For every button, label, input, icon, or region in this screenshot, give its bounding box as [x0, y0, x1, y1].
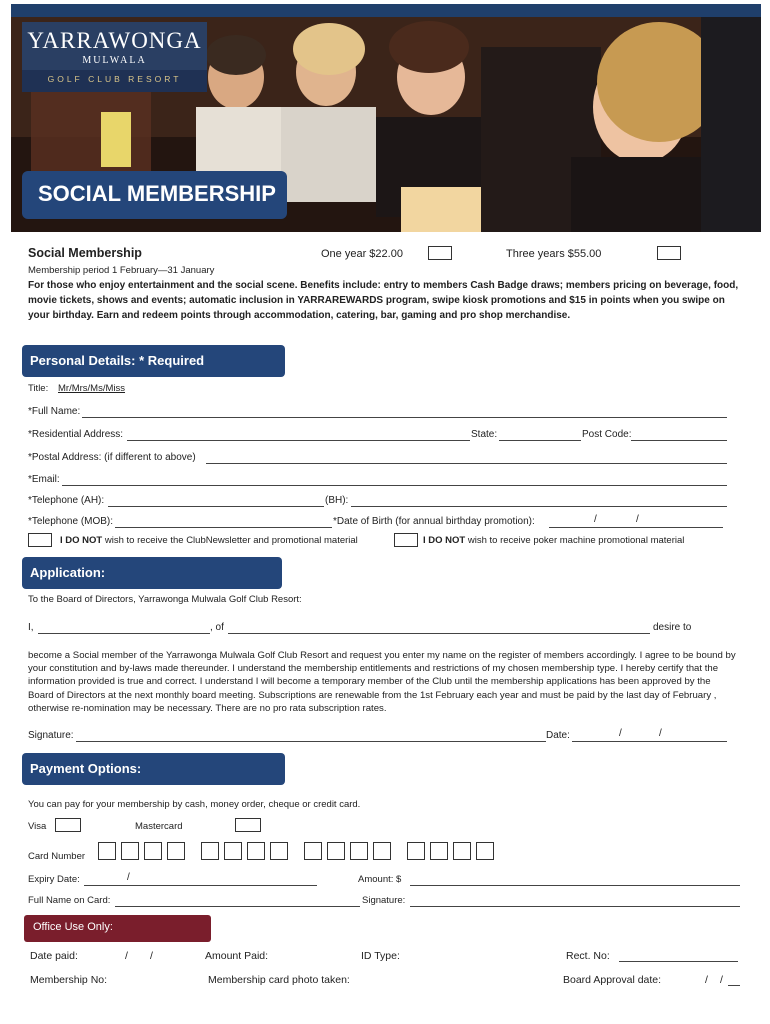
personal-details-heading: Personal Details: * Required: [22, 345, 285, 377]
card-digit-12[interactable]: [373, 842, 391, 860]
card-digit-10[interactable]: [327, 842, 345, 860]
email-label: *Email:: [28, 474, 60, 485]
newsletter-opt-out-checkbox[interactable]: [28, 533, 52, 547]
title-label: Title:: [28, 383, 49, 394]
residential-address-field[interactable]: [127, 440, 470, 441]
rect-no-field[interactable]: [619, 961, 738, 962]
dob-label: *Date of Birth (for annual birthday promotion):: [333, 516, 535, 527]
full-name-card-field[interactable]: [115, 906, 360, 907]
application-heading: Application:: [22, 557, 282, 589]
date-paid-slash-1: /: [125, 950, 128, 962]
photo-taken-label: Membership card photo taken:: [208, 974, 350, 986]
membership-no-label: Membership No:: [30, 974, 108, 986]
telephone-mob-field[interactable]: [115, 527, 332, 528]
rect-no-label: Rect. No:: [566, 950, 610, 962]
mastercard-label: Mastercard: [135, 821, 183, 832]
card-digit-5[interactable]: [201, 842, 219, 860]
card-digit-11[interactable]: [350, 842, 368, 860]
postal-address-field[interactable]: [206, 463, 727, 464]
card-digit-2[interactable]: [121, 842, 139, 860]
application-date-slash-2: /: [659, 728, 662, 739]
card-number-label: Card Number: [28, 851, 86, 862]
residential-address-label: *Residential Address:: [28, 429, 124, 440]
full-name-field[interactable]: [82, 417, 727, 418]
board-approval-field[interactable]: [728, 985, 740, 986]
payment-signature-field[interactable]: [410, 906, 740, 907]
application-declaration: become a Social member of the Yarrawonga Mulwala Golf Club Resort and request you enter my name on the register of members accordingly. I agree to be bound by your constitution and by-laws made thereunder. I understand the membership entitlements and restrictions of my chosen membership type. I hereby certify that the information provided is true and correct. I understand I will become a temporary member of the Club until the membership applications has been approved by the Board of Directors at the next monthly board meeting. Subscriptions are renewable from the 1st February each year and must be paid by the last day of February , otherwise re-nomination may be necessary. There are no pro rata subscription rates.: [28, 650, 736, 714]
amount-paid-label: Amount Paid:: [205, 950, 269, 962]
poker-opt-out-checkbox[interactable]: [394, 533, 418, 547]
expiry-slash: /: [127, 872, 130, 883]
card-digit-7[interactable]: [247, 842, 265, 860]
card-digit-14[interactable]: [430, 842, 448, 860]
amount-label: Amount: $: [358, 874, 402, 885]
application-signature-field[interactable]: [76, 741, 546, 742]
card-digit-9[interactable]: [304, 842, 322, 860]
office-use-heading: Office Use Only:: [24, 915, 211, 942]
card-digit-15[interactable]: [453, 842, 471, 860]
membership-title: Social Membership: [28, 246, 142, 260]
full-name-card-label: Full Name on Card:: [28, 895, 111, 906]
board-approval-label: Board Approval date:: [563, 974, 662, 986]
card-digit-6[interactable]: [224, 842, 242, 860]
mastercard-checkbox[interactable]: [235, 818, 261, 832]
card-digit-16[interactable]: [476, 842, 494, 860]
logo-tagline: GOLF CLUB RESORT: [47, 74, 182, 84]
state-field[interactable]: [499, 440, 581, 441]
date-paid-label: Date paid:: [30, 950, 78, 962]
page-title: SOCIAL MEMBERSHIP: [22, 171, 287, 219]
payment-signature-label: Signature:: [362, 895, 406, 906]
telephone-ah-label: *Telephone (AH):: [28, 495, 105, 506]
poker-text: wish to receive poker machine promotional material: [465, 535, 685, 546]
telephone-bh-field[interactable]: [351, 506, 727, 507]
top-color-bar: [11, 4, 761, 17]
dob-slash-2: /: [636, 514, 639, 525]
applicant-name-field[interactable]: [38, 633, 210, 634]
application-signature-label: Signature:: [28, 730, 74, 741]
logo-subtitle: MULWALA: [82, 55, 147, 66]
payment-options-heading: Payment Options:: [22, 753, 285, 785]
state-label: State:: [471, 429, 498, 440]
amount-field[interactable]: [410, 885, 740, 886]
three-years-checkbox[interactable]: [657, 246, 681, 260]
approval-slash-2: /: [720, 974, 723, 986]
membership-period: Membership period 1 February—31 January: [28, 265, 215, 276]
visa-label: Visa: [28, 821, 47, 832]
dob-slash-1: /: [594, 514, 597, 525]
application-date-field[interactable]: [572, 741, 727, 742]
card-digit-1[interactable]: [98, 842, 116, 860]
postcode-label: Post Code:: [582, 429, 632, 440]
newsletter-text: wish to receive the ClubNewsletter and promotional material: [102, 535, 358, 546]
expiry-date-field[interactable]: [84, 885, 317, 886]
email-field[interactable]: [62, 485, 727, 486]
logo-name: YARRAWONGA: [27, 28, 202, 53]
poker-opt-out-label: [423, 535, 684, 546]
expiry-date-label: Expiry Date:: [28, 874, 80, 885]
telephone-ah-field[interactable]: [108, 506, 324, 507]
card-digit-13[interactable]: [407, 842, 425, 860]
applicant-of-label: , of: [210, 622, 224, 633]
membership-benefits: For those who enjoy entertainment and the social scene. Benefits include: entry to members Cash Badge draws; members pricing on beverage, food, movie tickets, shows and events; automatic inclusion in YARRAREWARDS program, swipe kiosk promotions and $15 in points when you swipe on your birthday. Earn and redeem points through accommodation, catering, bar, gaming and pro shop merchandise.: [28, 280, 739, 321]
application-date-slash-1: /: [619, 728, 622, 739]
payment-intro: You can pay for your membership by cash, money order, cheque or credit card.: [28, 799, 361, 810]
one-year-label: One year $22.00: [321, 248, 403, 260]
postcode-field[interactable]: [631, 440, 727, 441]
dob-field[interactable]: [549, 527, 723, 528]
card-digit-3[interactable]: [144, 842, 162, 860]
card-digit-8[interactable]: [270, 842, 288, 860]
newsletter-opt-out-label: [60, 535, 358, 546]
poker-do-not: I DO NOT: [423, 535, 466, 546]
full-name-label: *Full Name:: [28, 406, 81, 417]
date-paid-slash-2: /: [150, 950, 153, 962]
postal-address-label: *Postal Address: (if different to above): [28, 452, 196, 463]
title-options[interactable]: Mr/Mrs/Ms/Miss: [58, 383, 126, 394]
visa-checkbox[interactable]: [55, 818, 81, 832]
three-years-label: Three years $55.00: [506, 248, 602, 260]
application-addressee: To the Board of Directors, Yarrawonga Mulwala Golf Club Resort:: [28, 594, 302, 605]
newsletter-do-not: I DO NOT: [60, 535, 103, 546]
approval-slash-1: /: [705, 974, 708, 986]
telephone-mob-label: *Telephone (MOB):: [28, 516, 114, 527]
applicant-i-label: I,: [28, 622, 34, 633]
telephone-bh-label: (BH):: [325, 495, 349, 506]
id-type-label: ID Type:: [361, 950, 400, 962]
applicant-address-field[interactable]: [228, 633, 650, 634]
application-date-label: Date:: [546, 730, 570, 741]
desire-to-label: desire to: [653, 622, 692, 633]
one-year-checkbox[interactable]: [428, 246, 452, 260]
card-digit-4[interactable]: [167, 842, 185, 860]
